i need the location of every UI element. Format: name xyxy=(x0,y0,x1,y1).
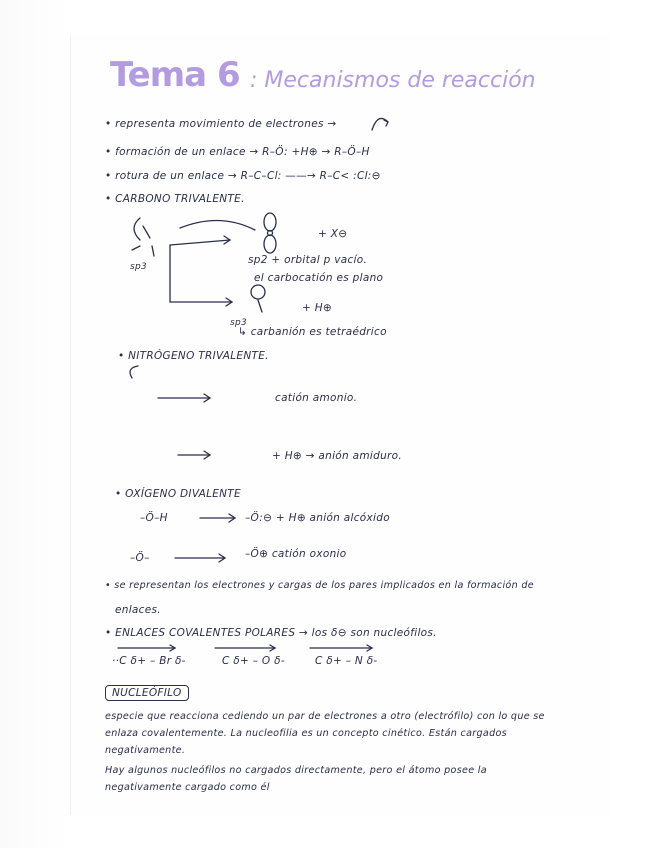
page-subtitle: : Mecanismos de reacción xyxy=(250,68,536,93)
molecule-c-n: C δ+ – N δ- xyxy=(315,655,378,667)
oxygen-r1-left: –Ö–H xyxy=(140,512,168,524)
sp3-label: sp3 xyxy=(130,262,148,272)
plus-x-label: + X⊖ xyxy=(318,228,348,240)
curved-arrow-icon xyxy=(130,366,138,378)
nucleophile-text-4: Hay algunos nucleófilos no cargados directamente, pero el átomo posee la xyxy=(105,765,487,776)
nucleophile-text-2: enlaza covalentemente. La nucleofilia es un concepto cinético. Están cargados xyxy=(105,728,507,739)
ammonium-label: catión amonio. xyxy=(275,392,358,404)
alkoxide-label: –Ö:⊖ + H⊕ anión alcóxido xyxy=(245,512,390,524)
bullet-electron-movement: • representa movimiento de electrones → xyxy=(105,118,337,130)
orbital-note: sp2 + orbital p vacío. xyxy=(248,254,368,266)
bullet-bond-breaking: • rotura de un enlace → R–C–Cl: ——→ R–C< :Cl:⊖ xyxy=(105,170,381,182)
nitrogen-heading: • NITRÓGENO TRIVALENTE. xyxy=(118,350,269,362)
page-title: Tema 6 xyxy=(110,55,240,95)
oxygen-heading: • OXÍGENO DIVALENTE xyxy=(115,488,241,500)
curved-arrow-icon xyxy=(180,220,255,230)
tetrahedral-note: ↳ carbanión es tetraédrico xyxy=(238,326,387,338)
polar-bonds-heading: • ENLACES COVALENTES POLARES → los δ⊖ son nucleófilos. xyxy=(105,627,437,639)
branch-arrow-icon xyxy=(170,245,232,302)
oxygen-r2-left: –Ö– xyxy=(130,552,150,564)
nucleophile-text-3: negativamente. xyxy=(105,745,186,756)
sp3-label-2: sp3 xyxy=(230,318,248,328)
arrow-leaving-group-icon xyxy=(134,218,140,240)
molecule-c-br: ··C δ+ – Br δ- xyxy=(112,655,186,667)
amide-label: + H⊕ → anión amiduro. xyxy=(272,450,403,462)
planar-note: el carbocatión es plano xyxy=(254,272,384,284)
bullet-bond-formation: • formación de un enlace → R–Ö: +H⊕ → R–Ö–H xyxy=(105,146,370,158)
nucleophile-text-5: negativamente cargado como él xyxy=(105,782,270,793)
pairs-note-line2: enlaces. xyxy=(115,604,161,616)
molecule-c-o: C δ+ – O δ- xyxy=(222,655,285,667)
bullet-trivalent-carbon: • CARBONO TRIVALENTE. xyxy=(105,193,245,205)
nucleophile-text-1: especie que reacciona cediendo un par de electrones a otro (electrófilo) con lo que se xyxy=(105,711,545,722)
nucleophile-heading: NUCLEÓFILO xyxy=(105,685,189,701)
plus-h-label: + H⊕ xyxy=(302,302,333,314)
oxonium-label: –Ö⊕ catión oxonio xyxy=(245,548,347,560)
pairs-note-line1: • se representan los electrones y cargas de los pares implicados en la formación de xyxy=(105,580,534,591)
